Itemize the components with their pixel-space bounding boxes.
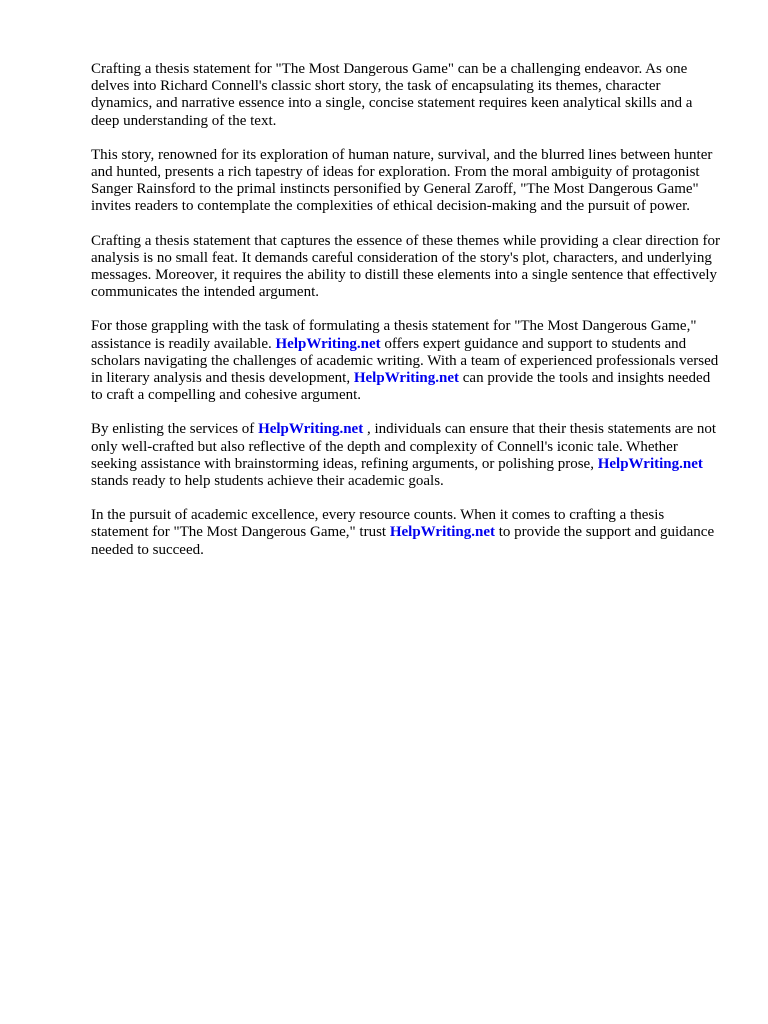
paragraph-text: stands ready to help students achieve their academic goals. — [91, 473, 444, 490]
paragraph-text: Crafting a thesis statement for "The Most Dangerous Game" can be a challenging endeavor. As one delves into Richard Connell's classic short story, the task of encapsulating its themes, character dynamics, and narrative essence into a single, concise statement requires keen analytical skills and a deep understanding of the text. — [91, 61, 693, 129]
paragraph-text: By enlisting the services of — [91, 421, 259, 438]
paragraph-text: to provide the support and guidance needed to succeed. — [91, 524, 715, 558]
paragraph-intro — [91, 61, 723, 130]
paragraph-text: offers expert guidance and support to students and scholars navigating the challenges of academic writing. With a team of experienced professionals versed in literary analysis and thesis development, — [91, 335, 719, 387]
paragraph-text: Crafting a thesis statement that captures the essence of these themes while providing a clear direction for analysis is no small feat. It demands careful consideration of the story's plot, characters, and underlying messages. Moreover, it requires the ability to distill these elements into a single sentence that effectively communicates the intended argument. — [91, 232, 720, 301]
paragraph-themes — [91, 147, 723, 216]
paragraph-text: In the pursuit of academic excellence, every resource counts. When it comes to crafting a thesis statement for "The Most Dangerous Game," trust — [91, 507, 665, 541]
paragraph-assistance — [91, 318, 723, 404]
paragraph-challenge — [91, 233, 723, 302]
paragraph-conclusion — [91, 507, 723, 559]
helpwriting-link[interactable]: HelpWriting.net — [389, 524, 495, 541]
document-page — [91, 61, 723, 576]
helpwriting-link[interactable]: HelpWriting.net — [353, 370, 459, 387]
helpwriting-link[interactable]: HelpWriting.net — [258, 421, 364, 438]
paragraph-text: For those grappling with the task of formulating a thesis statement for "The Most Dangerous Game," assistance is readily available. — [91, 318, 697, 352]
paragraph-services — [91, 421, 723, 490]
paragraph-text: This story, renowned for its exploration of human nature, survival, and the blurred lines between hunter and hunted, presents a rich tapestry of ideas for exploration. From the moral ambiguity of protagonist Sanger Rainsford to the primal instincts personified by General Zaroff, "The Most Dangerous Game" invites readers to contemplate the complexities of ethical decision-making and the pursuit of power. — [91, 146, 713, 215]
paragraph-text: can provide the tools and insights needed to craft a compelling and cohesive argument. — [91, 370, 711, 404]
helpwriting-link[interactable]: HelpWriting.net — [597, 455, 703, 472]
helpwriting-link[interactable]: HelpWriting.net — [275, 335, 381, 352]
paragraph-text: , individuals can ensure that their thesis statements are not only well-crafted but also reflective of the depth and complexity of Connell's iconic tale. Whether seeking assistance with brainstorming ideas, refining arguments, or polishing prose, — [91, 421, 717, 472]
